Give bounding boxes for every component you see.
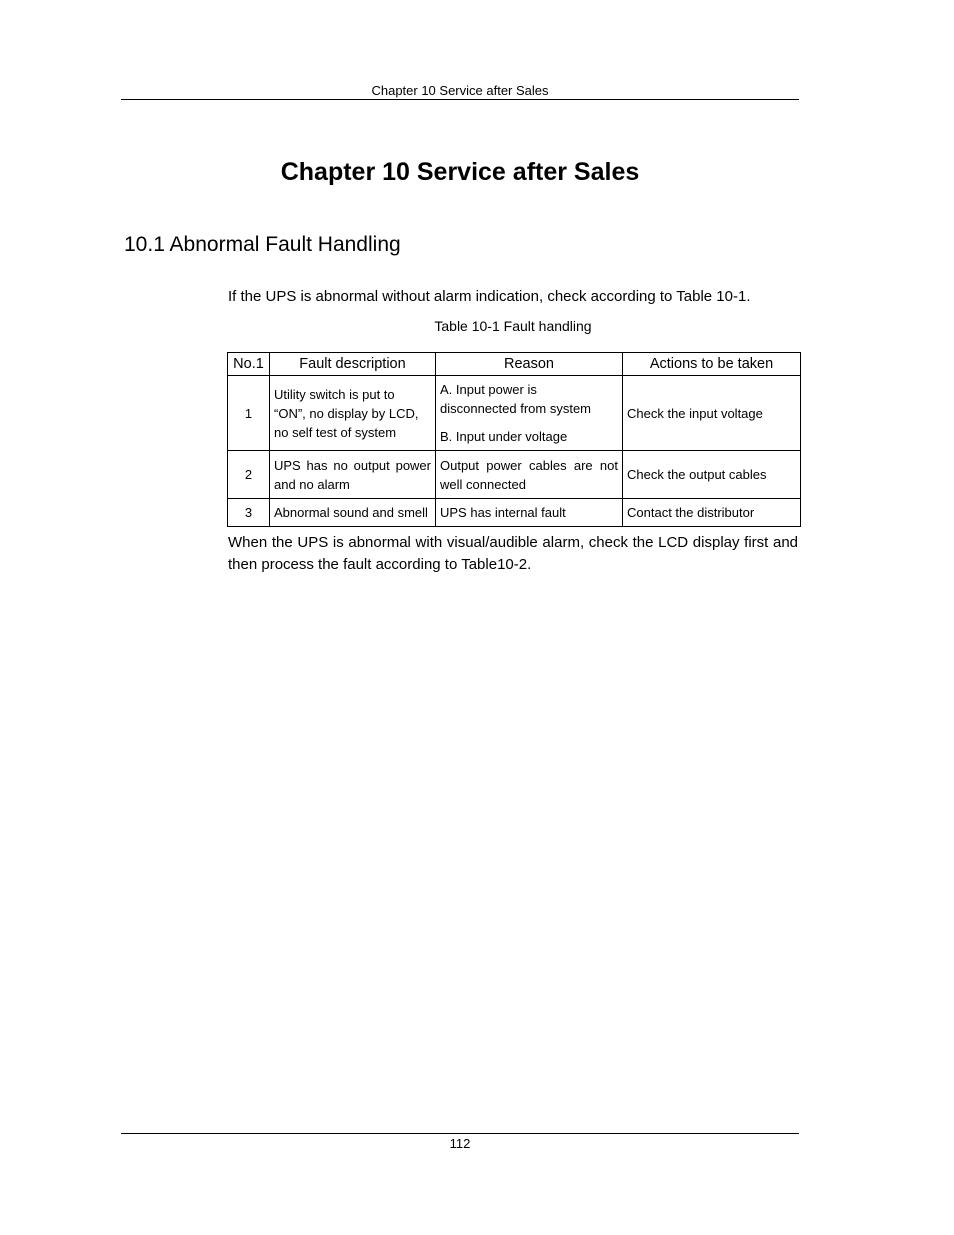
fault-description-cell: UPS has no output power and no alarm bbox=[270, 451, 436, 499]
fault-line: “ON”, no display by LCD, bbox=[274, 405, 419, 421]
header-divider bbox=[121, 99, 799, 100]
row-number: 1 bbox=[228, 376, 270, 451]
page-number: 112 bbox=[449, 1136, 471, 1151]
header-fault-description: Fault description bbox=[270, 353, 436, 376]
action-cell: Check the input voltage bbox=[623, 376, 801, 451]
table-caption: Table 10-1 Fault handling bbox=[434, 318, 592, 334]
footer-divider bbox=[121, 1133, 799, 1134]
table-row bbox=[228, 451, 801, 499]
fault-description-cell: Abnormal sound and smell bbox=[270, 499, 436, 527]
fault-line: no self test of system bbox=[274, 424, 397, 440]
running-header: Chapter 10 Service after Sales bbox=[371, 83, 549, 98]
action-cell: Check the output cables bbox=[623, 451, 801, 499]
fault-line: Utility switch is put to bbox=[274, 386, 395, 402]
fault-handling-table bbox=[227, 352, 801, 527]
table-row bbox=[228, 499, 801, 527]
row-number: 2 bbox=[228, 451, 270, 499]
header-actions: Actions to be taken bbox=[623, 353, 801, 376]
reason-spacer bbox=[440, 418, 618, 427]
closing-paragraph: When the UPS is abnormal with visual/audible alarm, check the LCD display first and then process the fault according to Table10-2. bbox=[228, 534, 798, 573]
table-header-row bbox=[228, 353, 801, 376]
reason-cell: Output power cables are not well connected bbox=[436, 451, 623, 499]
section-heading: 10.1 Abnormal Fault Handling bbox=[124, 233, 401, 256]
table-row bbox=[228, 376, 801, 451]
header-reason: Reason bbox=[436, 353, 623, 376]
header-no: No.1 bbox=[228, 353, 270, 376]
action-cell: Contact the distributor bbox=[623, 499, 801, 527]
reason-cell: UPS has internal fault bbox=[436, 499, 623, 527]
row-number: 3 bbox=[228, 499, 270, 527]
chapter-title: Chapter 10 Service after Sales bbox=[280, 158, 640, 186]
intro-paragraph: If the UPS is abnormal without alarm indication, check according to Table 10-1. bbox=[228, 288, 751, 305]
reason-line: disconnected from system bbox=[440, 401, 592, 416]
reason-cell bbox=[436, 376, 623, 451]
fault-description-cell bbox=[270, 376, 436, 451]
reason-line: B. Input under voltage bbox=[440, 429, 568, 444]
reason-line: A. Input power is bbox=[440, 382, 537, 397]
